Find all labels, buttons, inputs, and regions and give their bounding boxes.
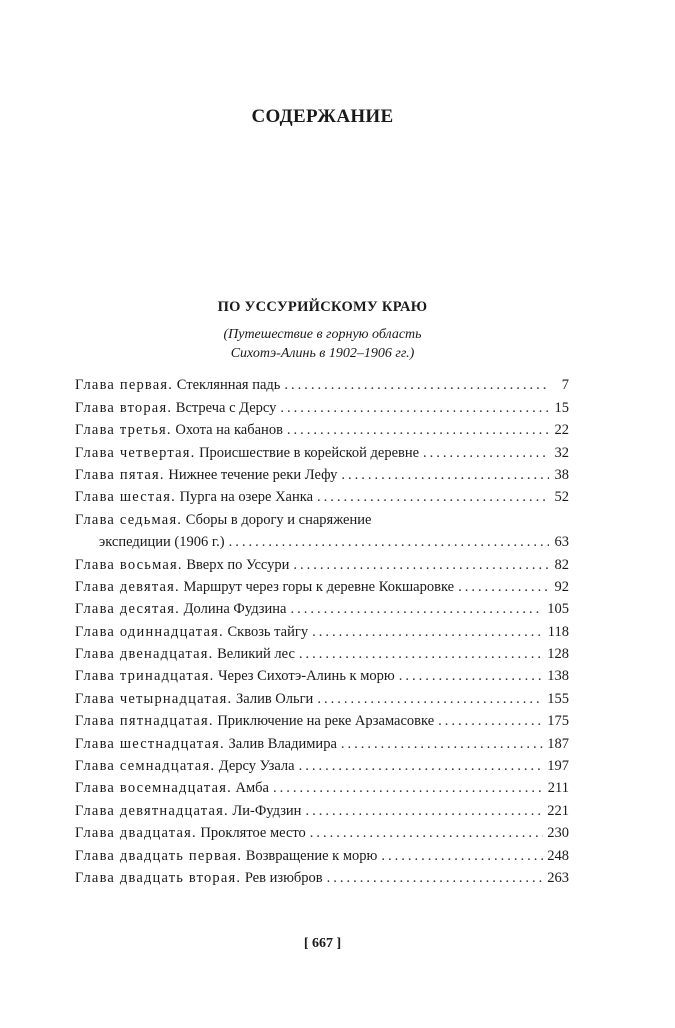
toc-chapter-label: Глава седьмая. bbox=[75, 511, 183, 528]
toc-page-number: 197 bbox=[547, 758, 569, 775]
toc-chapter-title: Пурга на озере Ханка bbox=[179, 489, 314, 506]
section-subtitle bbox=[0, 325, 645, 363]
toc-entry[interactable] bbox=[75, 552, 569, 574]
dot-leader bbox=[399, 667, 544, 686]
toc-entry-text bbox=[75, 623, 308, 642]
toc-page-number: 128 bbox=[547, 646, 569, 663]
toc-entry-line-2 bbox=[75, 530, 569, 552]
toc-chapter-label: Глава шестнадцатая. bbox=[75, 735, 225, 752]
toc-chapter-title-continued: экспедиции (1906 г.) bbox=[99, 534, 225, 551]
toc-entry-text bbox=[75, 824, 306, 843]
toc-page-number: 22 bbox=[554, 422, 569, 439]
toc-entry[interactable] bbox=[75, 463, 569, 485]
toc-page-number: 38 bbox=[554, 466, 569, 483]
toc-page-number: 105 bbox=[547, 601, 569, 618]
dot-leader bbox=[310, 824, 543, 843]
dot-leader bbox=[299, 645, 543, 664]
toc-chapter-label: Глава двадцать вторая. bbox=[75, 870, 242, 886]
toc-entry-text bbox=[75, 690, 313, 709]
toc-entry[interactable] bbox=[75, 686, 569, 708]
toc-page-number: 230 bbox=[547, 825, 569, 842]
toc-chapter-title: Происшествие в корейской деревне bbox=[199, 444, 420, 461]
toc-entry[interactable] bbox=[75, 418, 569, 440]
toc-chapter-title: Проклятое место bbox=[200, 825, 306, 842]
toc-entry[interactable] bbox=[75, 754, 569, 776]
toc-chapter-title: Через Сихотэ-Алинь к морю bbox=[218, 668, 395, 685]
dot-leader bbox=[312, 623, 544, 642]
table-of-contents bbox=[75, 373, 569, 888]
toc-chapter-title: Охота на кабанов bbox=[175, 422, 283, 439]
toc-entry-text bbox=[75, 779, 269, 798]
subtitle-line-2: Сихотэ-Алинь в 1902–1906 гг.) bbox=[230, 346, 415, 361]
dot-leader bbox=[284, 376, 549, 395]
dot-leader bbox=[341, 466, 549, 485]
toc-entry-text bbox=[75, 735, 337, 754]
toc-chapter-label: Глава пятнадцатая. bbox=[75, 713, 214, 730]
toc-chapter-label: Глава одиннадцатая. bbox=[75, 623, 224, 640]
toc-chapter-title: Великий лес bbox=[217, 646, 295, 663]
dot-leader bbox=[317, 488, 549, 507]
page-title: СОДЕРЖАНИЕ bbox=[251, 106, 394, 127]
toc-page-number: 7 bbox=[561, 377, 569, 394]
toc-page-number: 118 bbox=[547, 623, 569, 640]
toc-chapter-title: Рев изюбров bbox=[244, 870, 323, 886]
toc-chapter-title: Залив Владимира bbox=[228, 735, 337, 752]
toc-chapter-title: Нижнее течение реки Лефу bbox=[168, 466, 338, 483]
toc-entry-text bbox=[75, 847, 377, 866]
toc-page-number: 155 bbox=[547, 690, 569, 707]
toc-chapter-title: Стеклянная падь bbox=[176, 377, 281, 394]
dot-leader bbox=[305, 802, 543, 821]
toc-chapter-title: Вверх по Уссури bbox=[186, 556, 290, 573]
toc-entry[interactable] bbox=[75, 843, 569, 865]
dot-leader bbox=[287, 421, 549, 440]
toc-page-number: 63 bbox=[554, 534, 569, 551]
page-number-footer: [ 667 ] bbox=[303, 936, 342, 951]
toc-entry[interactable] bbox=[75, 776, 569, 798]
toc-entry[interactable] bbox=[75, 395, 569, 417]
dot-leader bbox=[341, 735, 543, 754]
toc-entry[interactable] bbox=[75, 664, 569, 686]
toc-page-number: 187 bbox=[547, 735, 569, 752]
toc-page-number: 82 bbox=[554, 556, 569, 573]
toc-chapter-label: Глава десятая. bbox=[75, 601, 181, 618]
toc-entry[interactable] bbox=[75, 821, 569, 843]
toc-entry-line-1 bbox=[75, 507, 569, 529]
toc-entry[interactable] bbox=[75, 373, 569, 395]
toc-entry-text bbox=[75, 466, 337, 485]
toc-entry[interactable] bbox=[75, 575, 569, 597]
toc-page-number: 211 bbox=[547, 780, 569, 797]
toc-entry[interactable] bbox=[75, 619, 569, 641]
subtitle-line-1: (Путешествие в горную область bbox=[223, 327, 422, 342]
toc-chapter-label: Глава девятнадцатая. bbox=[75, 802, 229, 819]
toc-entry-text bbox=[75, 667, 395, 686]
dot-leader bbox=[290, 600, 543, 619]
toc-page-number: 32 bbox=[554, 444, 569, 461]
toc-entry-text bbox=[75, 757, 295, 776]
dot-leader bbox=[299, 757, 544, 776]
toc-entry-text bbox=[75, 869, 323, 888]
toc-chapter-title: Залив Ольги bbox=[236, 690, 314, 707]
toc-page-number: 221 bbox=[547, 802, 569, 819]
toc-chapter-label: Глава шестая. bbox=[75, 489, 176, 506]
toc-entry-text bbox=[75, 421, 283, 440]
toc-entry-text bbox=[75, 511, 371, 530]
toc-entry[interactable] bbox=[75, 642, 569, 664]
toc-chapter-label: Глава пятая. bbox=[75, 466, 165, 483]
toc-entry-text bbox=[75, 399, 276, 418]
toc-page-number: 138 bbox=[547, 668, 569, 685]
toc-chapter-title: Долина Фудзина bbox=[183, 601, 287, 618]
toc-chapter-title: Сквозь тайгу bbox=[227, 623, 309, 640]
dot-leader bbox=[327, 869, 544, 888]
toc-page-number: 52 bbox=[554, 489, 569, 506]
dot-leader bbox=[458, 578, 549, 597]
toc-entry[interactable] bbox=[75, 709, 569, 731]
dot-leader bbox=[381, 847, 543, 866]
toc-entry-text bbox=[75, 712, 434, 731]
toc-entry[interactable] bbox=[75, 507, 569, 552]
toc-chapter-title: Маршрут через горы к деревне Кокшаровке bbox=[183, 578, 455, 595]
toc-entry[interactable] bbox=[75, 440, 569, 462]
section-title: ПО УССУРИЙСКОМУ КРАЮ bbox=[217, 299, 428, 315]
dot-leader bbox=[438, 712, 543, 731]
toc-chapter-title: Встреча с Дерсу bbox=[175, 399, 277, 416]
toc-entry[interactable] bbox=[75, 798, 569, 820]
toc-page-number: 15 bbox=[554, 399, 569, 416]
toc-entry-text bbox=[75, 556, 289, 575]
toc-entry-text bbox=[75, 802, 301, 821]
toc-chapter-label: Глава двадцать первая. bbox=[75, 847, 243, 864]
dot-leader bbox=[423, 444, 549, 463]
toc-entry-text bbox=[75, 645, 295, 664]
dot-leader bbox=[273, 779, 544, 798]
toc-chapter-title: Амба bbox=[235, 780, 269, 797]
toc-chapter-label: Глава четвертая. bbox=[75, 444, 196, 461]
toc-chapter-label: Глава первая. bbox=[75, 377, 174, 394]
toc-page-number: 92 bbox=[554, 578, 569, 595]
toc-chapter-label: Глава третья. bbox=[75, 422, 172, 439]
toc-chapter-title: Дерсу Узала bbox=[218, 758, 295, 775]
dot-leader bbox=[317, 690, 543, 709]
toc-entry[interactable] bbox=[75, 866, 569, 888]
toc-entry-text bbox=[75, 444, 419, 463]
dot-leader bbox=[293, 556, 549, 575]
toc-chapter-label: Глава двадцатая. bbox=[75, 825, 197, 842]
toc-entry[interactable] bbox=[75, 485, 569, 507]
toc-chapter-label: Глава вторая. bbox=[75, 399, 173, 416]
dot-leader bbox=[229, 533, 549, 552]
toc-page-number: 263 bbox=[547, 870, 569, 886]
toc-page-number: 175 bbox=[547, 713, 569, 730]
toc-entry[interactable] bbox=[75, 731, 569, 753]
toc-chapter-title: Сборы в дорогу и снаряжение bbox=[185, 511, 372, 528]
toc-entry-text bbox=[75, 376, 280, 395]
toc-chapter-label: Глава четырнадцатая. bbox=[75, 690, 233, 707]
toc-chapter-label: Глава тринадцатая. bbox=[75, 668, 215, 685]
toc-chapter-label: Глава девятая. bbox=[75, 578, 180, 595]
toc-entry-text bbox=[75, 600, 286, 619]
toc-chapter-label: Глава двенадцатая. bbox=[75, 646, 214, 663]
toc-chapter-label: Глава семнадцатая. bbox=[75, 758, 216, 775]
toc-chapter-label: Глава восьмая. bbox=[75, 556, 183, 573]
dot-leader bbox=[280, 399, 549, 418]
toc-page-number: 248 bbox=[547, 847, 569, 864]
toc-entry-text bbox=[75, 488, 313, 507]
toc-entry[interactable] bbox=[75, 597, 569, 619]
toc-chapter-title: Ли-Фудзин bbox=[232, 802, 302, 819]
toc-chapter-label: Глава восемнадцатая. bbox=[75, 780, 232, 797]
toc-chapter-title: Приключение на реке Арзамасовке bbox=[217, 713, 435, 730]
toc-entry-text bbox=[75, 578, 454, 597]
toc-chapter-title: Возвращение к морю bbox=[245, 847, 378, 864]
